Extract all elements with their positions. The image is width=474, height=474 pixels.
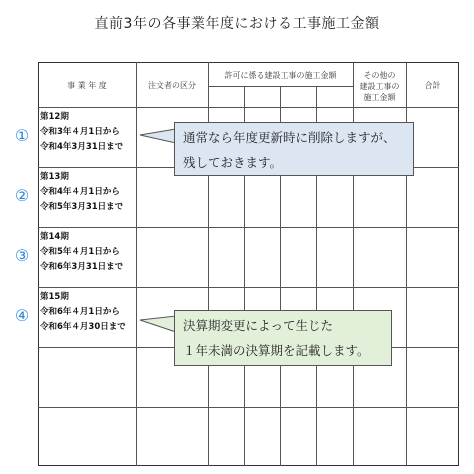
period-14-label: 第14期 令和5年４月1日から 令和6年3月31日まで [40, 232, 124, 272]
short-period-callout-pointer [136, 312, 176, 342]
renewal-callout-pointer [136, 125, 176, 155]
header-client-type: 注文者の区分 [148, 81, 196, 90]
period-13-label: 第13期 令和4年４月1日から 令和5年3月31日まで [40, 172, 124, 212]
period-12-label: 第12期 令和3年４月1日から 令和4年3月31日まで [40, 112, 124, 152]
marker-1: ① [14, 126, 30, 145]
marker-2: ② [14, 186, 30, 205]
page-title: 直前3年の各事業年度における工事施工金額 [94, 16, 380, 32]
row-divider-2 [38, 227, 459, 228]
header-other-works: その他の 建設工事の 施工金額 [359, 71, 400, 102]
period-15-label: 第15期 令和6年４月1日から 令和6年４月30日まで [40, 292, 126, 332]
header-fiscal-year: 事 業 年 度 [67, 81, 107, 90]
col-divider-year [136, 62, 137, 466]
marker-4: ④ [14, 306, 30, 325]
renewal-note-callout: 通常なら年度更新時に削除しますが、 残しておきます。 [174, 122, 414, 176]
marker-3: ③ [14, 246, 30, 265]
row-divider-3 [38, 287, 459, 288]
header-total: 合計 [424, 81, 441, 90]
row-divider-5 [38, 407, 459, 408]
header-bottom-line [38, 107, 459, 108]
short-period-note-callout: 決算期変更によって生じた １年未満の決算期を記載します。 [174, 310, 392, 366]
header-permit-works: 許可に係る建設工事の施工金額 [224, 71, 337, 80]
